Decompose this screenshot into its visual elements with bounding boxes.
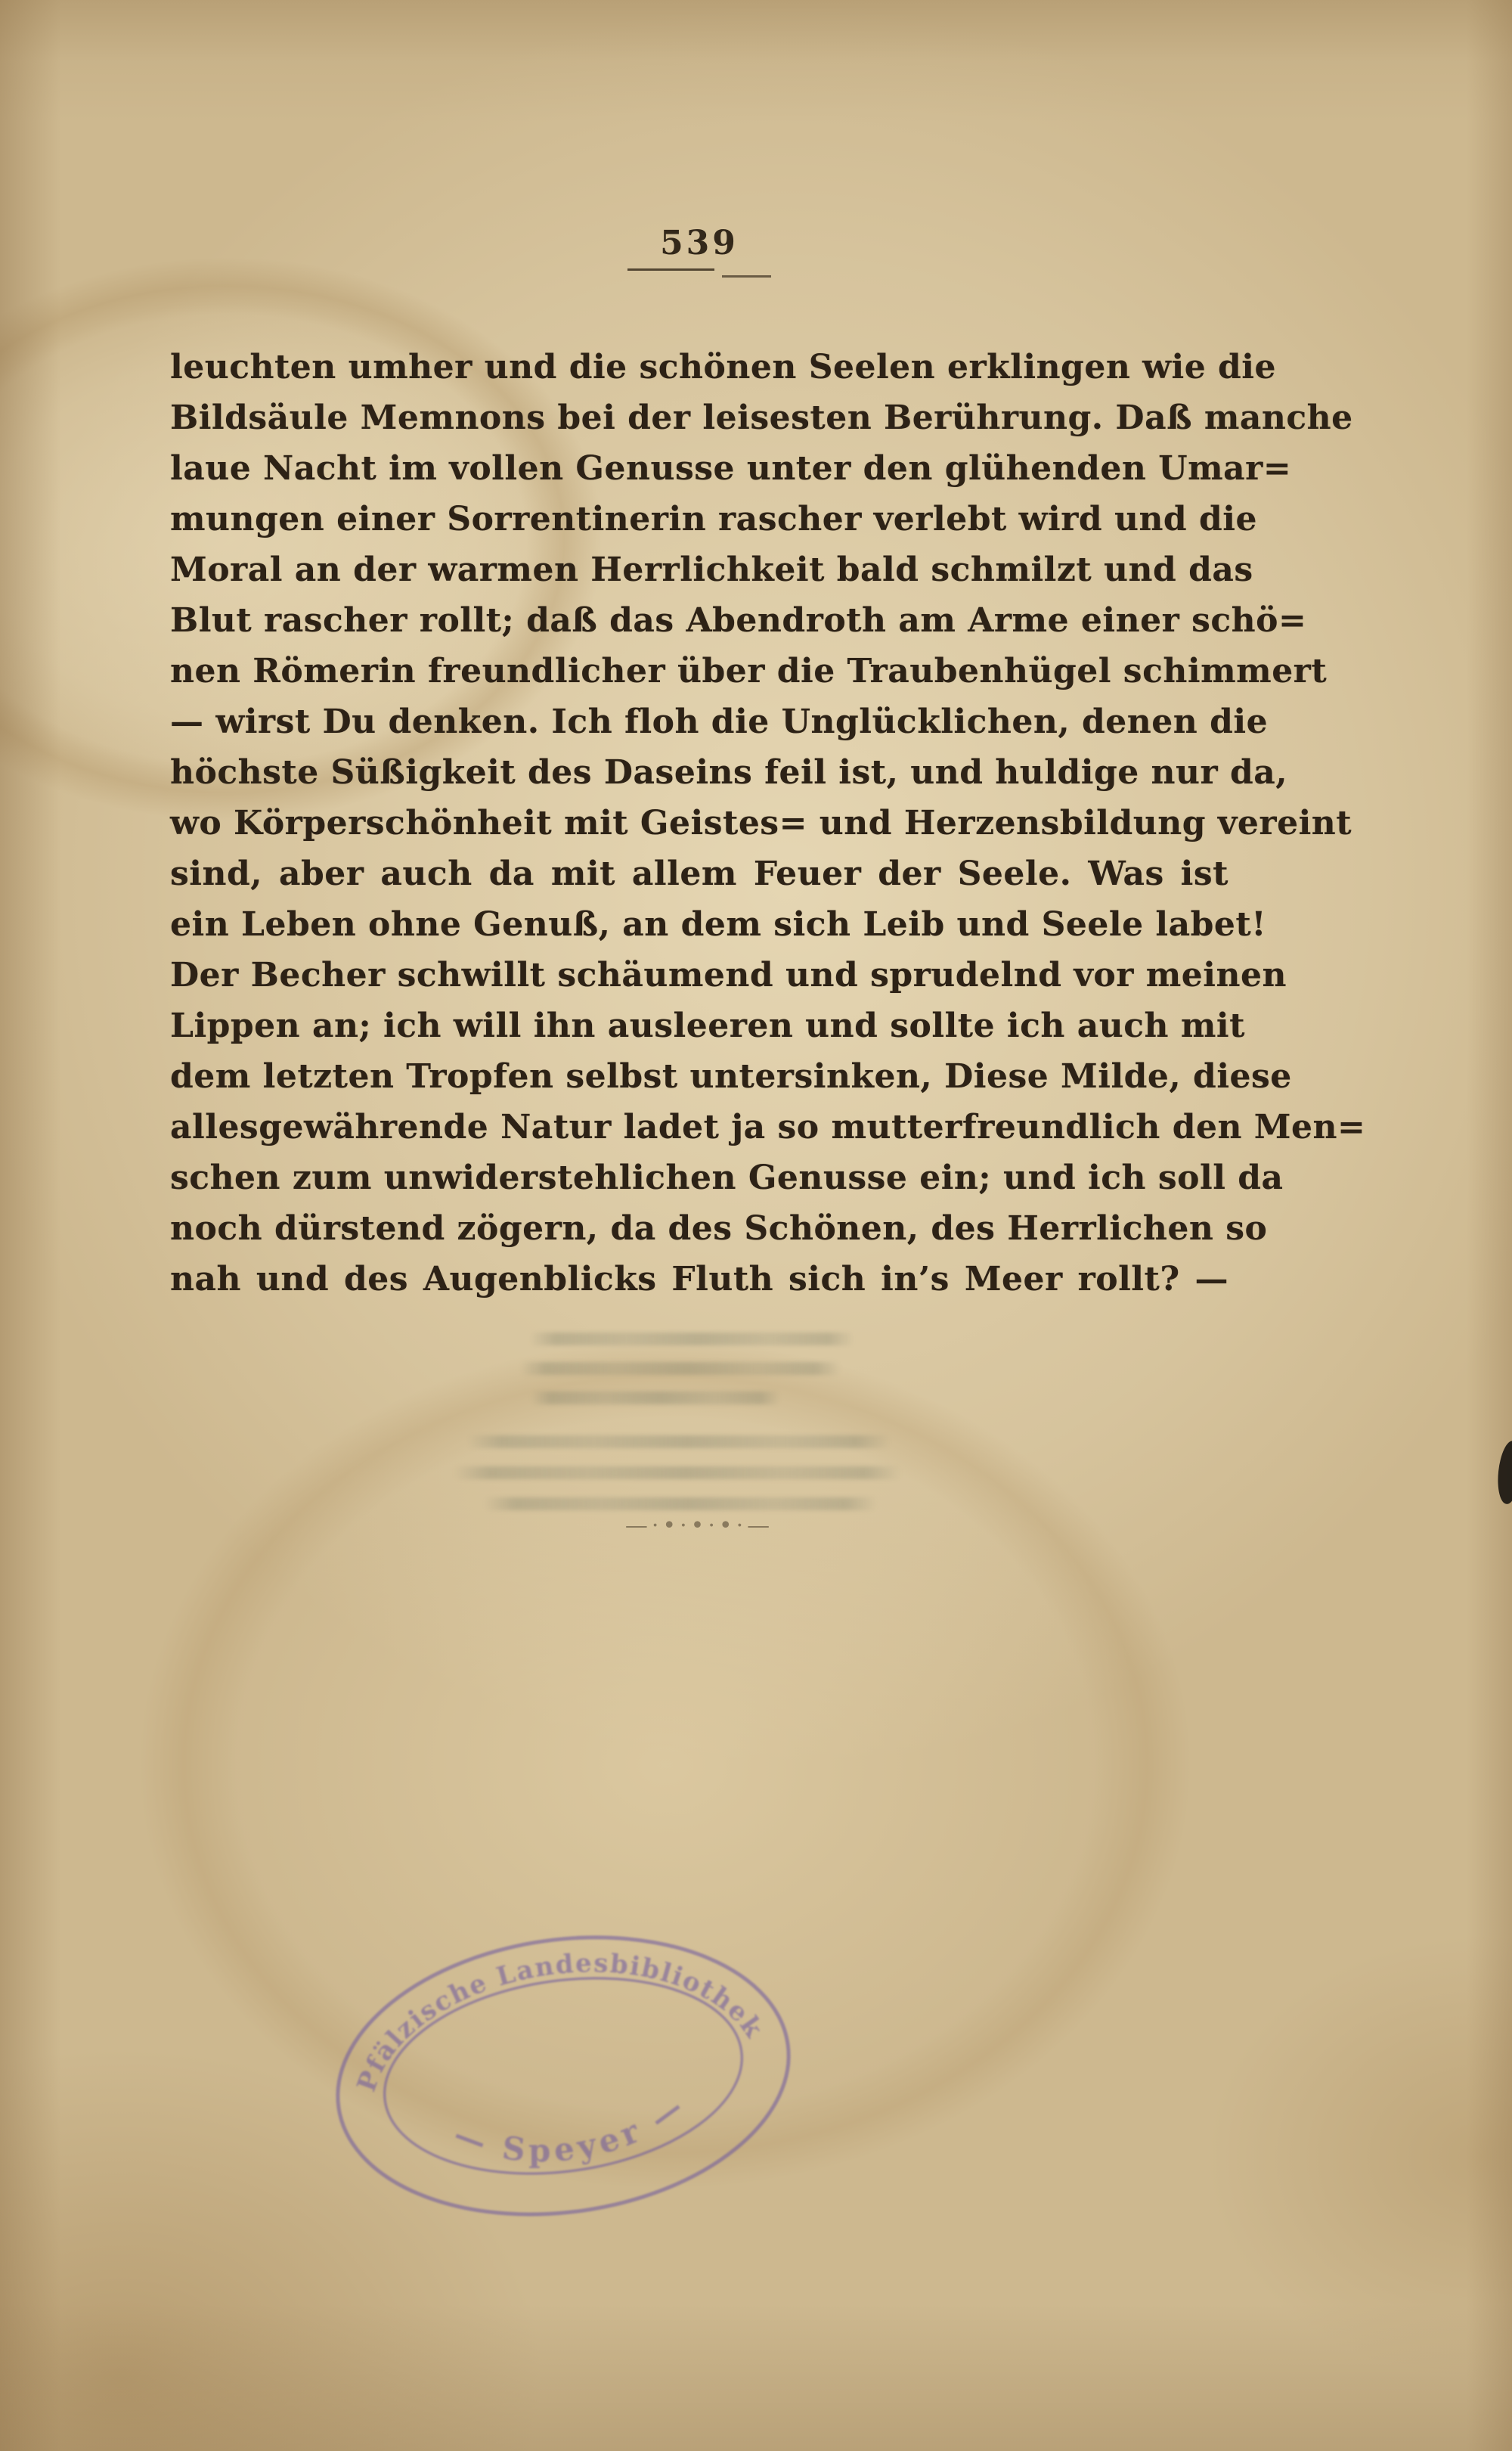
show-through-line — [520, 1362, 841, 1375]
show-through-line — [454, 1466, 901, 1479]
scan-edge-mark — [1495, 1440, 1512, 1506]
stamp-top-text: Pfälzische Landesbibliothek — [351, 1948, 770, 2096]
text-line: Bildsäule Memnons bei der leisesten Berührung. Daß manche — [170, 399, 1353, 437]
text-line: leuchten umher und die schönen Seelen erklingen wie die — [170, 348, 1276, 386]
text-line: sind, aber auch da mit allem Feuer der Seele. Was ist — [170, 855, 1228, 893]
text-line: mungen einer Sorrentinerin rascher verlebt wird und die — [170, 500, 1257, 538]
text-line: — wirst Du denken. Ich floh die Unglücklichen, denen die — [170, 703, 1269, 741]
text-line: nah und des Augenblicks Fluth sich in’s Meer rollt? — — [170, 1260, 1228, 1298]
text-line: dem letzten Tropfen selbst untersinken, Diese Milde, diese — [170, 1057, 1292, 1096]
svg-text:Pfälzische Landesbibliothek — [336, 1922, 771, 2099]
library-stamp — [302, 1892, 823, 2259]
show-through-line — [484, 1497, 877, 1510]
text-line: schen zum unwiderstehlichen Genusse ein; und ich soll da — [170, 1159, 1284, 1197]
page-header — [170, 224, 1228, 285]
text-line: ein Leben ohne Genuß, an dem sich Leib und Seele labet! — [170, 905, 1267, 944]
show-through-line — [529, 1333, 854, 1345]
text-line: Blut rascher rollt; daß das Abendroth am Arme einer schö= — [170, 601, 1307, 640]
text-line: Der Becher schwillt schäumend und sprudelnd vor meinen — [170, 956, 1287, 994]
text-line: wo Körperschönheit mit Geistes= und Herzensbildung vereint — [170, 804, 1352, 842]
rule-short-segment — [722, 275, 771, 278]
text-line: allesgewährende Natur ladet ja so mutterfreundlich den Men= — [170, 1108, 1366, 1146]
show-through-line — [531, 1391, 780, 1404]
text-line: Lippen an; ich will ihn ausleeren und sollte ich auch mit — [170, 1007, 1245, 1045]
text-line: laue Nacht im vollen Genusse unter den glühenden Umar= — [170, 449, 1292, 488]
page-number-rule — [627, 268, 771, 285]
text-line: noch dürstend zögern, da des Schönen, des Herrlichen so — [170, 1209, 1268, 1248]
text-block — [170, 342, 1366, 1305]
text-line: Moral an der warmen Herrlichkeit bald schmilzt und das — [170, 551, 1253, 589]
text-line: nen Römerin freundlicher über die Traubenhügel schimmert — [170, 652, 1328, 690]
stamp-bottom-text: — Speyer — — [448, 2086, 694, 2170]
rule-long-segment — [627, 268, 714, 271]
tailpiece-ornament: —·•·•·•·— — [624, 1512, 774, 1539]
show-through-line — [467, 1435, 891, 1448]
page-number: 539 — [660, 224, 739, 262]
text-line: höchste Süßigkeit des Daseins feil ist, und huldige nur da, — [170, 753, 1288, 792]
